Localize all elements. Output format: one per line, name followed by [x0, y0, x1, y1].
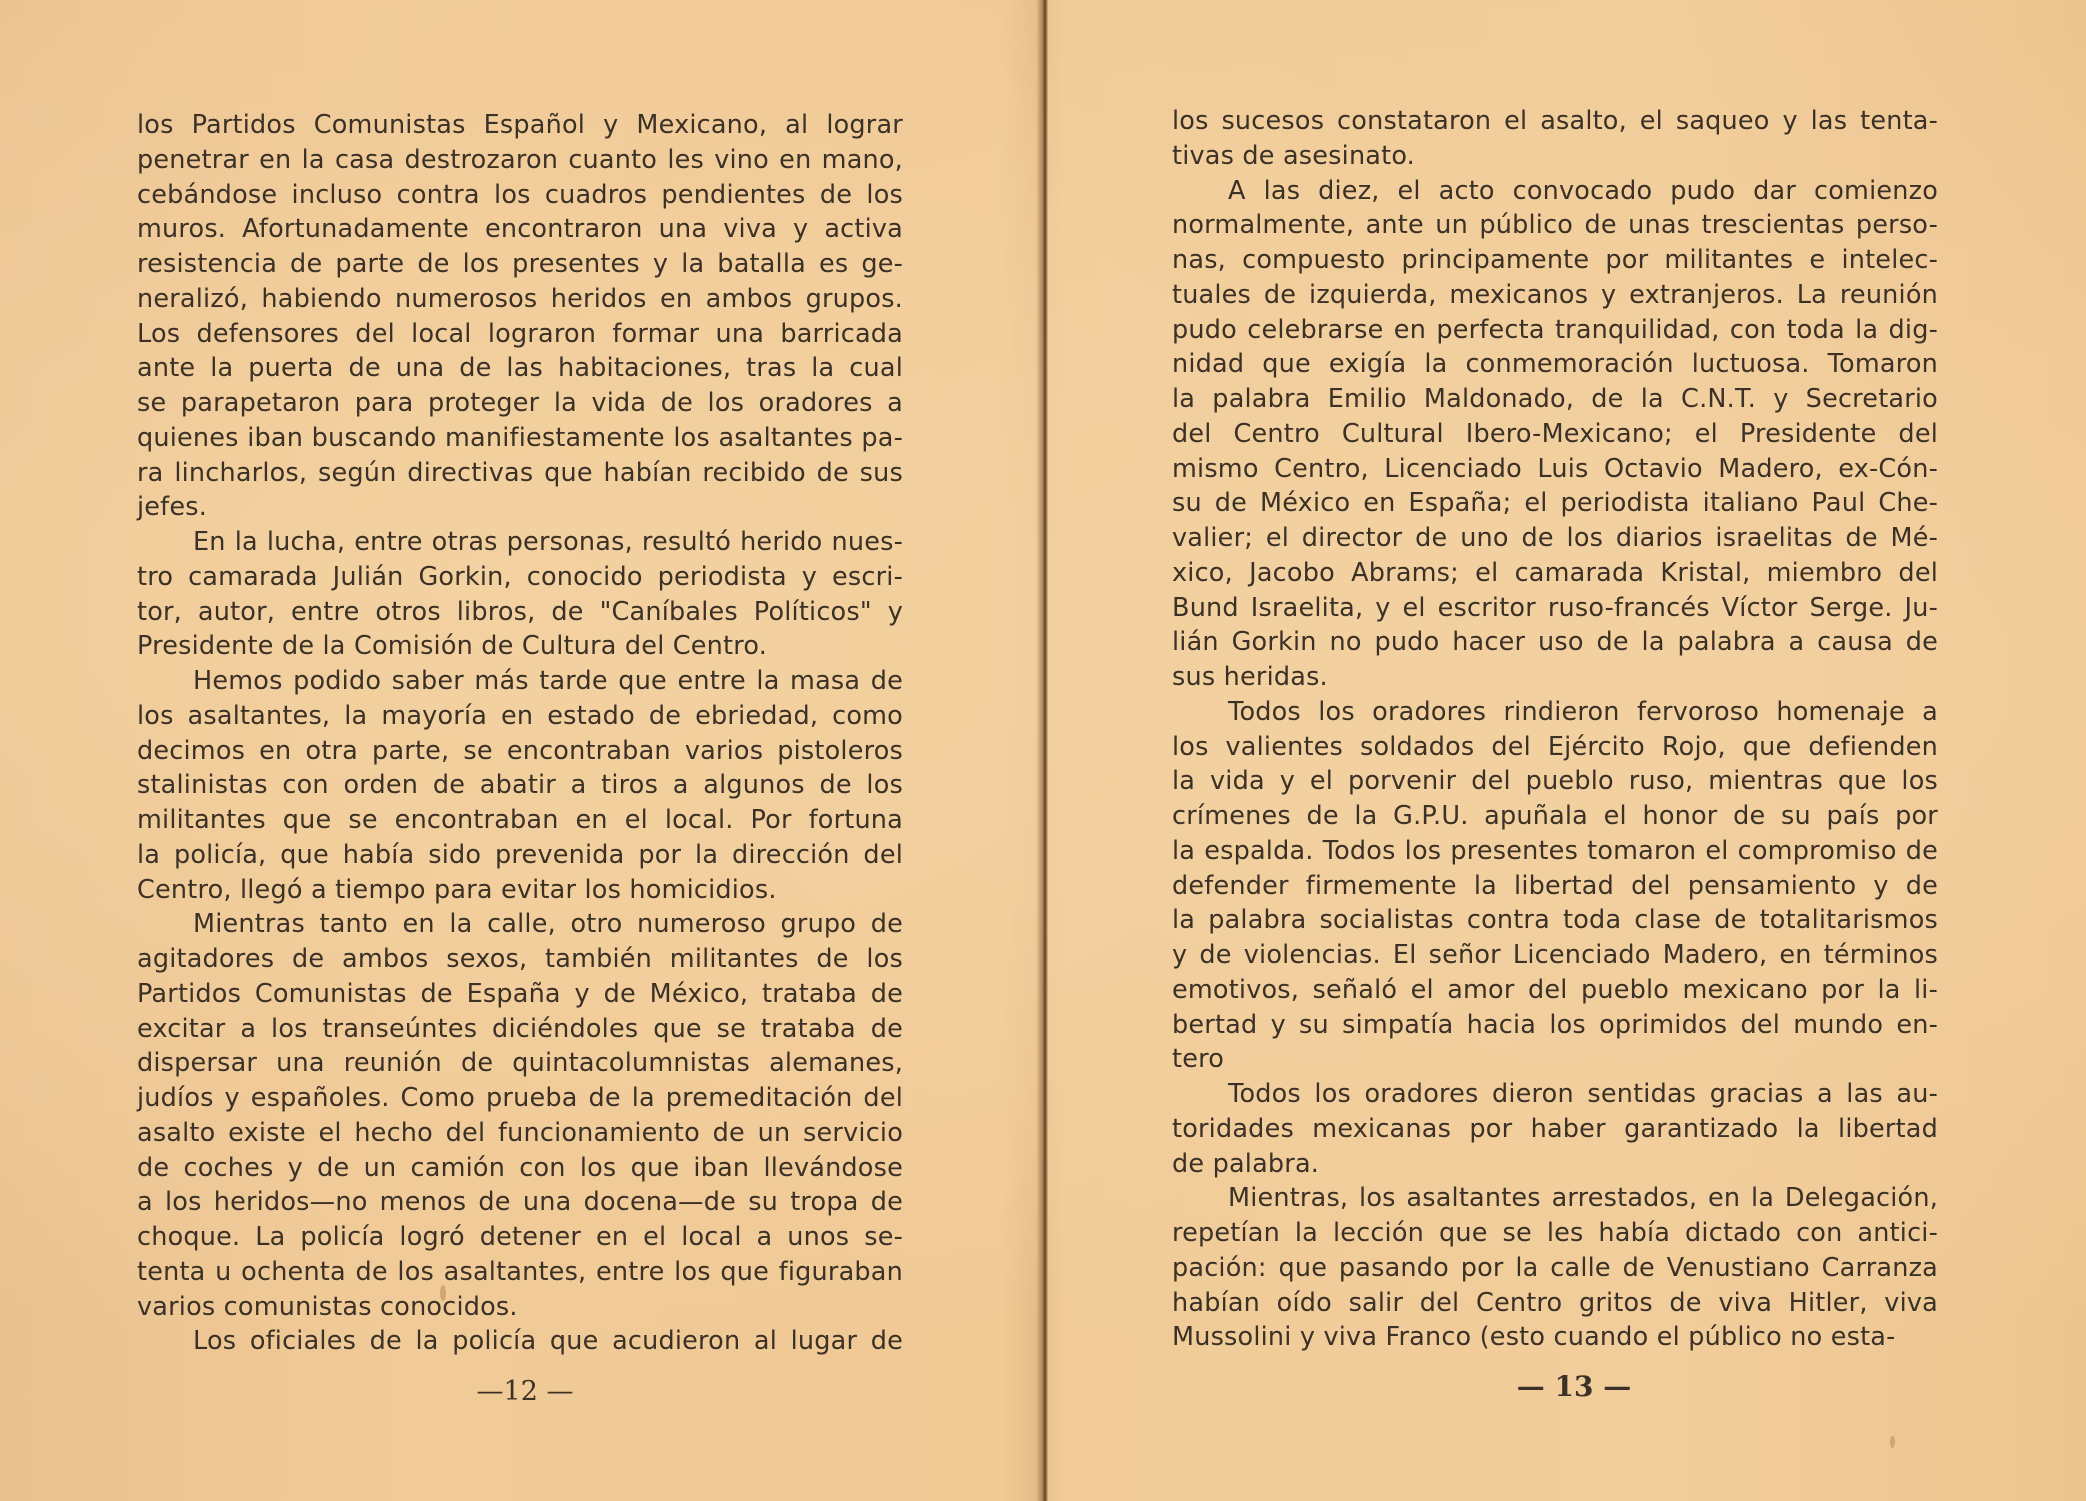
left-page	[0, 0, 1040, 1501]
text-line: tenta u ochenta de los asaltantes, entre los que figuraban	[137, 1256, 903, 1287]
text-line: Todos los oradores dieron sentidas gracias a las au-	[1228, 1079, 1938, 1109]
text-line: muros. Afortunadamente encontraron una viva y activa	[137, 214, 903, 245]
text-line: pudo celebrarse en perfecta tranquilidad, con toda la dig-	[1172, 314, 1938, 345]
text-line: jefes.	[137, 492, 208, 523]
text-line: los Partidos Comunistas Español y Mexicano, al lograr	[137, 110, 903, 140]
text-line: Partidos Comunistas de España y de México, trataba de	[137, 978, 903, 1009]
text-line: del Centro Cultural Ibero-Mexicano; el Presidente del	[1172, 418, 1938, 449]
text-line: tivas de asesinato.	[1172, 140, 1415, 171]
text-line: de palabra.	[1172, 1148, 1320, 1179]
text-line: judíos y españoles. Como prueba de la premeditación del	[137, 1083, 903, 1113]
text-line: defender firmemente la libertad del pensamiento y de	[1172, 870, 1938, 901]
text-line: los valientes soldados del Ejército Rojo, que defienden	[1172, 731, 1938, 762]
text-line: y de violencias. El señor Licenciado Madero, en términos	[1172, 940, 1938, 970]
text-line: bertad y su simpatía hacia los oprimidos del mundo en-	[1172, 1009, 1938, 1040]
text-line: xico, Jacobo Abrams; el camarada Kristal, miembro del	[1172, 557, 1938, 588]
text-line: la vida y el porvenir del pueblo ruso, mientras que los	[1172, 766, 1938, 797]
text-line: Todos los oradores rindieron fervoroso homenaje a	[1228, 696, 1938, 727]
text-line: emotivos, señaló el amor del pueblo mexicano por la li-	[1172, 974, 1938, 1005]
text-line: Los defensores del local lograron formar una barricada	[137, 318, 903, 349]
text-line: la palabra Emilio Maldonado, de la C.N.T. y Secretario	[1172, 384, 1938, 414]
text-line: tero	[1172, 1044, 1225, 1075]
text-line: lián Gorkin no pudo hacer uso de la palabra a causa de	[1172, 627, 1938, 658]
text-line: agitadores de ambos sexos, también militantes de los	[137, 944, 903, 974]
text-line: neralizó, habiendo numerosos heridos en ambos grupos.	[137, 283, 903, 314]
text-line: tuales de izquierda, mexicanos y extranjeros. La reunión	[1172, 279, 1938, 310]
text-line: a los heridos—no menos de una docena—de su tropa de	[137, 1187, 903, 1218]
text-line: sus heridas.	[1172, 662, 1328, 692]
text-line: los sucesos constataron el asalto, el saqueo y las tenta-	[1172, 106, 1938, 136]
text-line: Los oficiales de la policía que acudieron al lugar de	[193, 1326, 903, 1357]
text-line: la policía, que había sido prevenida por la dirección del	[137, 839, 903, 870]
text-line: pación: que pasando por la calle de Venustiano Carranza	[1172, 1252, 1938, 1283]
paper-stain	[440, 1285, 446, 1301]
text-line: cebándose incluso contra los cuadros pendientes de los	[137, 179, 903, 210]
text-line: repetían la lección que se les había dictado con antici-	[1172, 1218, 1938, 1248]
text-line: varios comunistas conocidos.	[137, 1291, 518, 1322]
text-line: nas, compuesto principamente por militantes e intelec-	[1172, 245, 1938, 275]
text-line: militantes que se encontraban en el local. Por fortuna	[137, 805, 903, 835]
page-number-right: — 13 —	[1516, 1370, 1632, 1403]
text-line: decimos en otra parte, se encontraban varios pistoleros	[137, 735, 903, 766]
right-page	[1048, 0, 2086, 1501]
text-line: Mientras, los asaltantes arrestados, en la Delegación,	[1228, 1183, 1938, 1214]
text-line: la palabra socialistas contra toda clase de totalitarismos	[1172, 905, 1938, 936]
text-line: ra lincharlos, según directivas que habían recibido de sus	[137, 457, 903, 488]
text-line: nidad que exigía la conmemoración luctuosa. Tomaron	[1172, 349, 1938, 380]
text-line: quienes iban buscando manifiestamente los asaltantes pa-	[137, 422, 903, 453]
text-line: dispersar una reunión de quintacolumnistas alemanes,	[137, 1048, 903, 1079]
text-line: crímenes de la G.P.U. apuñala el honor de su país por	[1172, 801, 1938, 831]
text-line: los asaltantes, la mayoría en estado de ebriedad, como	[137, 700, 903, 731]
text-line: choque. La policía logró detener en el local a unos se-	[137, 1222, 903, 1252]
text-line: de coches y de un camión con los que iban llevándose	[137, 1152, 903, 1183]
book-gutter	[1036, 0, 1048, 1501]
text-line: normalmente, ante un público de unas trescientas perso-	[1172, 210, 1938, 241]
text-line: Mussolini y viva Franco (esto cuando el público no esta-	[1172, 1322, 1896, 1353]
paper-stain	[1890, 1436, 1895, 1448]
text-line: Centro, llegó a tiempo para evitar los homicidios.	[137, 874, 777, 905]
text-line: excitar a los transeúntes diciéndoles que se trataba de	[137, 1013, 903, 1044]
text-line: mismo Centro, Licenciado Luis Octavio Madero, ex-Cón-	[1172, 453, 1938, 484]
text-line: toridades mexicanas por haber garantizado la libertad	[1172, 1113, 1938, 1144]
text-line: ante la puerta de una de las habitaciones, tras la cual	[137, 353, 903, 384]
text-line: su de México en España; el periodista italiano Paul Che-	[1172, 488, 1938, 519]
text-line: Bund Israelita, y el escritor ruso-francés Víctor Serge. Ju-	[1172, 592, 1938, 623]
text-line: tor, autor, entre otros libros, de "Caníbales Políticos" y	[137, 596, 903, 627]
right-page-text	[1172, 104, 1938, 1355]
text-line: penetrar en la casa destrozaron cuanto les vino en mano,	[137, 144, 903, 175]
text-line: la espalda. Todos los presentes tomaron el compromiso de	[1172, 835, 1938, 866]
text-line: stalinistas con orden de abatir a tiros a algunos de los	[137, 770, 903, 801]
text-line: Mientras tanto en la calle, otro numeroso grupo de	[193, 909, 903, 940]
text-line: Presidente de la Comisión de Cultura del Centro.	[137, 631, 768, 662]
text-line: habían oído salir del Centro gritos de viva Hitler, viva	[1172, 1287, 1938, 1318]
text-line: valier; el director de uno de los diarios israelitas de Mé-	[1172, 523, 1938, 553]
text-line: A las diez, el acto convocado pudo dar comienzo	[1228, 175, 1938, 206]
text-line: asalto existe el hecho del funcionamiento de un servicio	[137, 1117, 903, 1148]
left-page-text	[137, 108, 903, 1359]
text-line: tro camarada Julián Gorkin, conocido periodista y escri-	[137, 561, 903, 592]
page-number-left: —12 —	[476, 1376, 574, 1407]
text-line: resistencia de parte de los presentes y la batalla es ge-	[137, 249, 903, 279]
text-line: En la lucha, entre otras personas, resultó herido nues-	[193, 527, 903, 557]
text-line: se parapetaron para proteger la vida de los oradores a	[137, 388, 903, 418]
text-line: Hemos podido saber más tarde que entre la masa de	[193, 666, 903, 696]
